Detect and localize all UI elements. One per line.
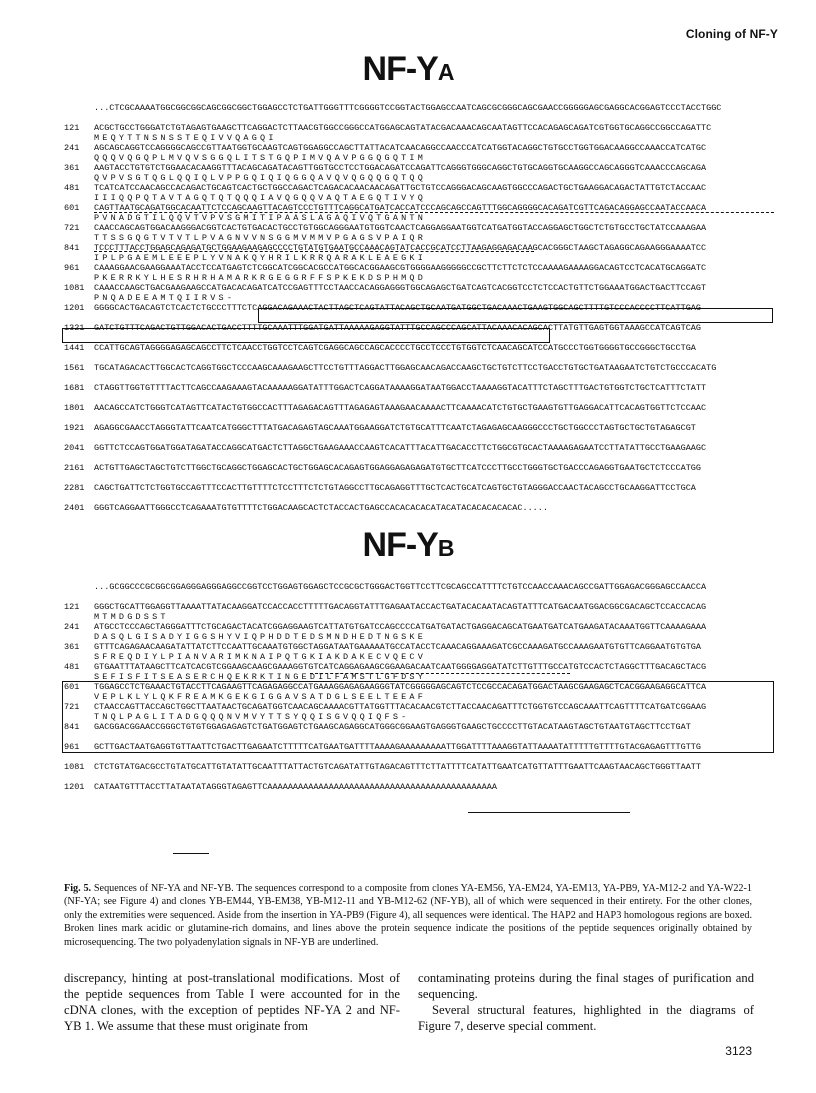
nucleotide-position-number: 601 bbox=[64, 203, 80, 213]
body-column-left bbox=[64, 970, 400, 1034]
nucleotide-position-number: 1081 bbox=[64, 762, 85, 772]
nucleotide-line bbox=[64, 123, 774, 133]
nucleotide-sequence: CTAACCAGTTACCAGCTGGCTTAATAACTGCAGATGGTCAACAGCAAAACGTTATGGTTTACACAACGTCTTACCAACAGATTTCTGGTGTCCAGCAAATTCAGTTTTCATGATCGGAAG bbox=[94, 702, 707, 712]
nucleotide-line bbox=[64, 582, 774, 592]
nucleotide-position-number: 241 bbox=[64, 622, 80, 632]
nucleotide-position-number: 2161 bbox=[64, 463, 85, 473]
nucleotide-sequence: CTAGGTTGGTGTTTTACTTCAGCCAAGAAAGTACAAAAAGGATATTTGGACTCAGGATAAAAGGATAATGGACCTAAAAGGTACATTTCTAGCTTTGACTGTGGTCTGCTCATTTCTATT bbox=[94, 383, 707, 393]
nucleotide-line bbox=[64, 662, 774, 672]
nucleotide-line bbox=[64, 602, 774, 612]
nucleotide-line bbox=[64, 503, 774, 513]
body-paragraph: contaminating proteins during the final stages of purification and sequencing. bbox=[418, 971, 754, 1002]
amino-acid-sequence: MEQYTTNSNSSTEQIVVQAGQI bbox=[94, 133, 277, 143]
nucleotide-position-number: 1201 bbox=[64, 303, 85, 313]
nucleotide-line bbox=[64, 642, 774, 652]
nucleotide-line bbox=[64, 363, 774, 373]
amino-acid-sequence: IIIQQPQTAVTAGQTQTQQQIAVQGQQVAQTAEGQTIVYQ bbox=[94, 193, 427, 203]
nucleotide-position-number: 1681 bbox=[64, 383, 85, 393]
nucleotide-sequence: AAGTACCTGTGTCTGGAACACAAGGTTTACAGCAGATACAGTTGGTGCCTCCTGGACAGATCCAGATTCAGGGTGGGCAGGCTGTGCAGGTGCAAGGCCAGCAGGGTCAAACCCAGCAGA bbox=[94, 163, 707, 173]
nucleotide-position-number: 481 bbox=[64, 662, 80, 672]
nucleotide-line bbox=[64, 163, 774, 173]
nucleotide-sequence: CAACCAGCAGTGGACAAGGGACGGTCACTGTGACACTGCCTGTGGCAGGGAATGTGGTCAACTCAGGAGGAATGGTCATGATGGTACCAGGAGCTGGCTCTGTGCCTGCTATCCAAAGAA bbox=[94, 223, 707, 233]
nucleotide-sequence: TCCCTTTACCTGGAGCAGAGATGCTGGAAGAAGAGCCCCTGTATGTGAATGCCAAACAGTATCACCGCATCCTTAAGAGGAGACAAGCACGGGCTAAGCTAGAGGCAGAAGGGAAAATCC bbox=[94, 243, 707, 253]
nucleotide-line bbox=[64, 782, 774, 792]
nucleotide-line bbox=[64, 403, 774, 413]
nucleotide-position-number: 2401 bbox=[64, 503, 85, 513]
polyadenylation-signal-underline bbox=[173, 853, 209, 854]
amino-acid-sequence: SEFISFITSEASERCHQEKRKTINGEDILFAMSTLGFDSY bbox=[94, 672, 427, 682]
nucleotide-position-number: 1801 bbox=[64, 403, 85, 413]
running-head: Cloning of NF-Y bbox=[685, 27, 778, 41]
nucleotide-line bbox=[64, 383, 774, 393]
nucleotide-sequence: TGGAGCCTCTGAAACTGTACCTTCAGAAGTTCAGAGAGGCCATGAAAGGAGAGAAGGGTATCGGGGGAGCAGTCTCCGCCACAGATGGACTAAGCGAAGAGCTCACGGAAGAGGCATTCA bbox=[94, 682, 707, 692]
nucleotide-line bbox=[64, 762, 774, 772]
nucleotide-line bbox=[64, 263, 774, 273]
nucleotide-sequence: ...GCGGCCCGCGGCGGAGGGAGGGAGGCCGGTCCTGGAGTGGAGCTCCGCGCTGGGACTGGTTCCTTCGCAGCCATTTTCTGTCCAACCAAACAGCCGATTGGAGACGGGAGCCAACCA bbox=[94, 582, 707, 592]
nf-ya-title: NF-YA bbox=[362, 50, 454, 88]
nucleotide-position-number: 241 bbox=[64, 143, 80, 153]
nucleotide-line bbox=[64, 223, 774, 233]
nucleotide-line bbox=[64, 622, 774, 632]
nucleotide-position-number: 361 bbox=[64, 642, 80, 652]
nucleotide-sequence: CAAACCAAGCTGACGAAGAAGCCATGACACAGATCATCCGAGTTTCCTAACCACAGGAGGGTGGCAGAGCTGATCAGTCACGGTCCTCTCCACTGTTCTGGAAATGGACTGACTTCCAGT bbox=[94, 283, 707, 293]
nucleotide-sequence: GATCTGTTTCAGACTGTTGGACACTGACCTTTTGCAAATTTGGATGATTAAAAAGAGGTATTTGCCAGCCCAGCATTACAAACACAGCACTTATGTTGAGTGGTAAAGCCATCAGTCAG bbox=[94, 323, 701, 333]
nucleotide-position-number: 841 bbox=[64, 243, 80, 253]
nucleotide-line bbox=[64, 343, 774, 353]
body-paragraph: Several structural features, highlighted in the diagrams of Figure 7, deserve special comment. bbox=[418, 1003, 754, 1034]
nucleotide-line bbox=[64, 483, 774, 493]
page-number: 3123 bbox=[725, 1044, 752, 1058]
nucleotide-position-number: 1441 bbox=[64, 343, 85, 353]
nucleotide-line bbox=[64, 443, 774, 453]
amino-acid-sequence: PNQADEEAMTQIIRVS- bbox=[94, 293, 236, 303]
nucleotide-position-number: 961 bbox=[64, 742, 80, 752]
caption-label: Fig. 5. bbox=[64, 883, 92, 894]
amino-acid-sequence: TNQLPAGLITADGQQQNVMVYTTSYQQISGVQQIQFS- bbox=[94, 712, 410, 722]
nucleotide-position-number: 961 bbox=[64, 263, 80, 273]
amino-acid-sequence: PKERRKYLHESRHRHAMARKRGEGGRFFSPKEKDSPHMQD bbox=[94, 273, 427, 283]
nucleotide-sequence: ATGCCTCCCAGCTAGGGATTTCTGCAGACTACATCGGAGGAAGTCATTATGTGATCCAGCCCCATGATGATACTGAGGACAGCATGAATGATCATGAAGATACAAATGGTTCAAAAGAAA bbox=[94, 622, 707, 632]
nucleotide-sequence: ACTGTTGAGCTAGCTGTCTTGGCTGCAGGCTGGAGCACTGCTGGAGCACAGAGTGGAGGAGAGAGATGTGCTTCATCCCTTGCCTGGGTGCTGACCCAGAGGTGAATGCTCTCCCATGG bbox=[94, 463, 701, 473]
nucleotide-sequence: GGGGCACTGACAGTCTCACTCTGCCCTTTCTCAGGACAGAAACTACTTAGCTCAGTATTACAGCTGCAATGATGGCTGACAAACTGAAGTGGCAGCTTTTGTCCCACCCCTTCATTGAG bbox=[94, 303, 701, 313]
hap2-homology-box-2 bbox=[62, 328, 550, 343]
nucleotide-sequence: GCTTGACTAATGAGGTGTTAATTCTGACTTGAGAATCTTTTTCATGAATGATTTTAAAAGAAAAAAAAATTGGATTTTAAAGGTATTAAAATATTTTTGTTTTGTACGAGAGTTTGTTG bbox=[94, 742, 701, 752]
nucleotide-position-number: 121 bbox=[64, 123, 80, 133]
amino-acid-sequence: PVNADGTILQQVTVPVSGMITIPAASLAGAQIVQTGANTN bbox=[94, 213, 427, 223]
glutamine-rich-underline bbox=[94, 251, 534, 252]
nucleotide-position-number: 481 bbox=[64, 183, 80, 193]
nucleotide-position-number: 721 bbox=[64, 223, 80, 233]
glutamine-rich-underline bbox=[94, 212, 774, 213]
amino-acid-sequence: TTSSGQGTVTVTLPVAGNVVNSGGMVMMVPGAGSVPAIQR bbox=[94, 233, 427, 243]
nucleotide-position-number: 2281 bbox=[64, 483, 85, 493]
nucleotide-line bbox=[64, 103, 774, 113]
nucleotide-sequence: AGCAGCAGGTCCAGGGGCAGCCGTTAATGGTGCAAGTCAGTGGAGGCCAGCTTATTACATCAACAGGCCAACCCATCATGGTACAGGCTGTGCCTGGTGGACAAGGCCAAACCATCATGC bbox=[94, 143, 707, 153]
amino-acid-sequence: DASQLGISADYIGGSHYVIQPHDDTEDSMNDHEDTNGSKE bbox=[94, 632, 427, 642]
nucleotide-sequence: CAGTTAATGCAGATGGCACAATTCTCCAGCAAGTTACAGTCCCTGTTTCAGGCATGATCACCATCCCAGCAGCCAGTTTGGCAGGGGCACAGATCGTTCAGACAGGAGCCAATACCAACA bbox=[94, 203, 707, 213]
amino-acid-sequence: QVPVSGTQGLQQIQLVPPGQIQIQGGQAVQVQGQQGQTQQ bbox=[94, 173, 427, 183]
nucleotide-position-number: 1321 bbox=[64, 323, 85, 333]
nucleotide-sequence: GGTTCTCCAGTGGATGGATAGATACCAGGCATGACTCTTAGGCTGAAGAAACCAAGTCACATTTACATTGACACCTTCTGGCGTGCACTAAAAGAGAATCCTTATATTGCCTGAAGAAGC bbox=[94, 443, 707, 453]
body-column-right bbox=[418, 970, 754, 1034]
amino-acid-sequence: QQQVQGQPLMVQVSGGQLITSTGQPIMVQAVPGGQGQTIM bbox=[94, 153, 427, 163]
caption-text: Sequences of NF-YA and NF-YB. The sequences correspond to a composite from clones YA-EM56, YA-EM24, YA-EM13, YA-PB9, YA-M12-2 and YA-W22-1 (NF-YA; see Figure 4) and clones YB-EM44, YB-EM38, YB-M12-11 and YB-M12-62 (NF-YB), all of which were sequenced in their entirety. For the other clones, only the extremities were sequenced. Aside from the insertion in YA-PB9 (Figure 4), all sequences were identical. The HAP2 and HAP3 homologous regions are boxed. Broken lines mark acidic or glutamine-rich domains, and lines above the protein sequence indicate the positions of the peptide sequences originally obtained by microsequencing. The two polyadenylation signals in NF-YB are underlined. bbox=[64, 883, 752, 948]
nucleotide-sequence: CAAAGGAACGAAGGAAATACCTCCATGAGTCTCGGCATCGGCACGCCATGGCACGGAAGCGTGGGGAAGGGGGCCGCTTCTTCTCTCCAAAAGAAAAGGACAGTCCTCACATGCAGGATC bbox=[94, 263, 707, 273]
nucleotide-line bbox=[64, 183, 774, 193]
nucleotide-sequence: TGCATAGACACTTGGCACTCAGGTGGCTCCCAAGCAAAGAAGCTTCCTGTTTAGGACTTGGAGCAACAGACCAAGCTGCTGTCTTCCTGACCTGTGCTGATAAGAATCTGTCTGCCCACATG bbox=[94, 363, 717, 373]
nucleotide-sequence: GGGCTGCATTGGAGGTTAAAATTATACAAGGATCCACCACCTTTTTGACAGGTATTTGAGAATACCACTGATACACAATACAGTATTTCATGACAATGGACGGCGACAGCTCCACCACAG bbox=[94, 602, 707, 612]
nucleotide-sequence: CCATTGCAGTAGGGGAGAGCAGCCTTCTCAACCTGGTCCTCAGTCGAGGCAGCCAGCACCCCTGCCTCCCTGTGGTCTCAACAGCATCCATGCCCTGGTGGGGTGCCGGGCTGCCTGA bbox=[94, 343, 696, 353]
amino-acid-sequence: SFREQDIYLPIANVARIMKNAIPQTGKIAKDAKECVQECV bbox=[94, 652, 427, 662]
nucleotide-position-number: 1921 bbox=[64, 423, 85, 433]
nucleotide-position-number: 841 bbox=[64, 722, 80, 732]
nucleotide-position-number: 1561 bbox=[64, 363, 85, 373]
nucleotide-sequence: GTTTCAGAGAACAAGATATTATCTTCCAATTGCAAATGTGGCTAGGATAATGAAAAATGCCATACCTCAAACAGGAAAGATCGCCAAAGATGCCAAAGAATGTGTTCAGGAATGTGTGA bbox=[94, 642, 701, 652]
nucleotide-sequence: CATAATGTTTACCTTATAATATAGGGTAGAGTTCAAAAAAAAAAAAAAAAAAAAAAAAAAAAAAAAAAAAAAAAAAAAA bbox=[94, 782, 497, 792]
hap2-homology-box-1 bbox=[258, 308, 773, 323]
nucleotide-sequence: GGGTCAGGAATTGGGCCTCAGAAATGTGTTTTCTGGACAAGCACTCTACCACTGAGCCACACACACATACATACACACACACAC..... bbox=[94, 503, 548, 513]
amino-acid-sequence: IPLPGAEMLEEEPLYVNAKQYHRILKRRQARAKLEAEGKI bbox=[94, 253, 427, 263]
figure-caption bbox=[64, 882, 752, 949]
nucleotide-position-number: 1201 bbox=[64, 782, 85, 792]
polyadenylation-signal-underline bbox=[468, 812, 630, 813]
nucleotide-sequence: CTCTGTATGACGCCTGTATGCATTGTATATTGCAATTTATTACTGTCAGATATTGTAGACAGTTTCTTATTTTCATATTGAATCATGTTATTTGAATTCAAGTAACAGCTGGGTTAATT bbox=[94, 762, 701, 772]
nucleotide-line bbox=[64, 463, 774, 473]
nucleotide-sequence: AACAGCCATCTGGGTCATAGTTCATACTGTGGCCACTTTAGAGACAGTTTAGAGAGTAAAGAACAAAACTTCAAAACATCTGTGCTGAAGTGTTGAGGACATTCACAGTGGTTCTCCAAC bbox=[94, 403, 707, 413]
nf-yb-title: NF-YB bbox=[362, 526, 454, 564]
nucleotide-line bbox=[64, 143, 774, 153]
nucleotide-position-number: 721 bbox=[64, 702, 80, 712]
nucleotide-sequence: GACGGACGGAACCGGGCTGTGTGGAGAGAGTCTGATGGAGTCTGAAGCAGAGGCATGGGCGGAAGTGAGGGTGAAGCTGCCCCTTGTACATAAGTAGCTGTAATGTAGCTTCCTGAT bbox=[94, 722, 691, 732]
nucleotide-sequence: GTGAATTTATAAGCTTCATCACGTCGGAAGCAAGCGAAAGGTGTCATCAGGAGAAGCGGAAGACAATCAATGGGGAGGATATCTTGTTTGCCATGTCCACTCTAGGCTTTGACAGCTACG bbox=[94, 662, 707, 672]
nucleotide-sequence: ACGCTGCCTGGGATCTGTAGAGTGAAGCTTCAGGACTCTTAACGTGGCCGGGCCATGGAGCAGTATACGACAAACAGCAATAGTTCCACAGAGCAGATCGTGGTGCAGGCCGGCCAGATTC bbox=[94, 123, 712, 133]
nucleotide-line bbox=[64, 423, 774, 433]
nucleotide-position-number: 361 bbox=[64, 163, 80, 173]
body-paragraph: discrepancy, hinting at post-translational modifications. Most of the peptide sequences from Table I were accounted for in the cDNA clones, with the exception of peptides NF-YA 2 and NF-YB 1. We assume that these must originate from bbox=[64, 971, 400, 1034]
nucleotide-position-number: 121 bbox=[64, 602, 80, 612]
nucleotide-sequence: AGAGGCGAACCTAGGGTATTCAATCATGGGCTTTATGACAGAGTAGCAAATGGAAGGATCTGTGCATTTCAATCTAGAGAGCAAGGGCCCTGCTGGCCCTAGTGCTGCTGTAGAGCGT bbox=[94, 423, 696, 433]
hap3-homology-box bbox=[62, 681, 774, 753]
amino-acid-sequence: MTMDGDSST bbox=[94, 612, 169, 622]
amino-acid-sequence: VEPLKLYLQKFREAMKGEKGIGGAVSATDGLSEELTEEAF bbox=[94, 692, 427, 702]
nucleotide-position-number: 2041 bbox=[64, 443, 85, 453]
nucleotide-sequence: CAGCTGATTCTCTGGTGCCAGTTTCCACTTGTTTTCTCCTTTCTCTGTAGGCCTTGCAGAGGTTTGCTCACTGCATCAGTGCTGTAGGGACCAACTACAGCCTGCAAGGATTCCTGCA bbox=[94, 483, 696, 493]
nucleotide-sequence: ...CTCGCAAAATGGCGGCGGCAGCGGCGGCTGGAGCCTCTGATTGGGTTTCGGGGTCCGGTACTGGAGCCAATCAGCGCGGGCAGCGAACCGGGGGAGCGAGGCACGGAGTCCCTACCTGGC bbox=[94, 103, 722, 113]
nucleotide-position-number: 601 bbox=[64, 682, 80, 692]
nucleotide-line bbox=[64, 283, 774, 293]
nucleotide-position-number: 1081 bbox=[64, 283, 85, 293]
acidic-domain-underline bbox=[310, 673, 570, 674]
nucleotide-sequence: TCATCATCCAACAGCCACAGACTGCAGTCACTGCTGGCCAGACTCAGACACAACAACAGATTGCTGTCCAGGGACAGCAAGTGGCCCAGACTGCTGAAGGACAGACTATTGTCTACCAAC bbox=[94, 183, 707, 193]
